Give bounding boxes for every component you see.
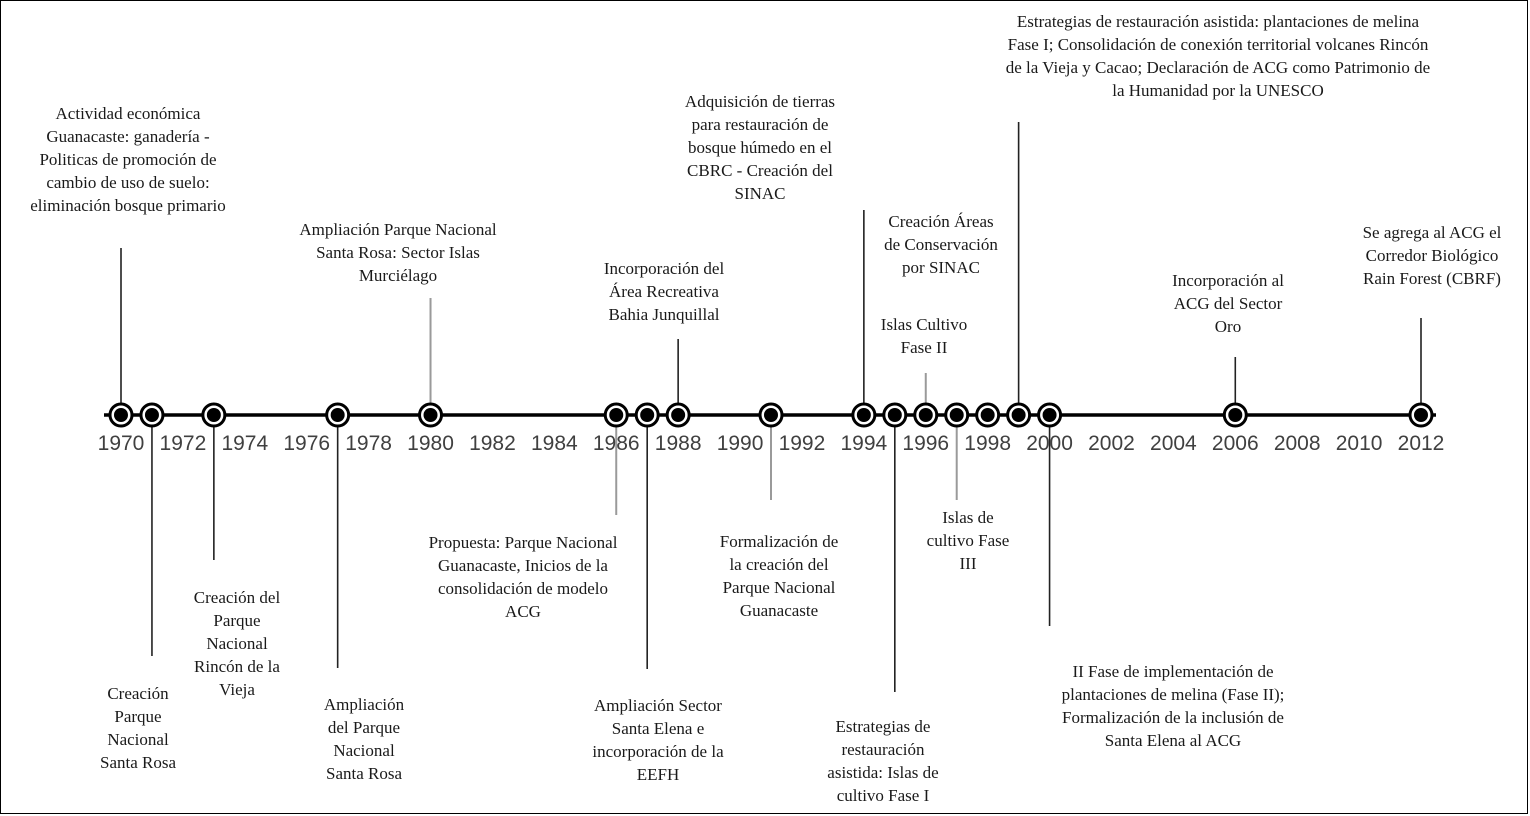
marker-1973 <box>203 404 225 426</box>
event-label-1987: Ampliación Sector Santa Elena e incorporación de la EEFH <box>592 696 724 784</box>
axis-tick-1994: 1994 <box>840 432 888 455</box>
axis-tick-1972: 1972 <box>159 432 207 455</box>
marker-1970 <box>110 404 132 426</box>
axis-tick-1990: 1990 <box>716 432 764 455</box>
axis-tick-2012: 2012 <box>1397 432 1445 455</box>
marker-1997 <box>946 404 968 426</box>
axis-tick-2008: 2008 <box>1273 432 1321 455</box>
marker-1999 <box>1008 404 1030 426</box>
axis-tick-1996: 1996 <box>902 432 950 455</box>
event-label-2012: Se agrega al ACG el Corredor Biológico Rain Forest (CBRF) <box>1362 223 1502 288</box>
event-label-1980: Ampliación Parque Nacional Santa Rosa: Sector Islas Murciélago <box>299 220 497 285</box>
axis-tick-1978: 1978 <box>345 432 392 455</box>
axis-tick-2006: 2006 <box>1211 432 1259 455</box>
event-label-1991: Formalización de la creación del Parque Nacional Guanacaste <box>719 532 839 620</box>
marker-1995 <box>884 404 906 426</box>
axis-tick-2004: 2004 <box>1150 432 1197 455</box>
axis-tick-2002: 2002 <box>1088 432 1135 455</box>
axis-tick-1998: 1998 <box>964 432 1012 455</box>
event-label-1995: Estrategias de restauración asistida: Islas de cultivo Fase I <box>827 717 939 805</box>
marker-1987 <box>636 404 658 426</box>
marker-2006 <box>1224 404 1246 426</box>
axis-tick-1986: 1986 <box>592 432 640 455</box>
event-label-1970: Actividad económica Guanacaste: ganadería - Politicas de promoción de cambio de uso de suelo: eliminación bosque primario <box>30 104 226 215</box>
event-label-1988-sinac: Adquisición de tierras para restauración de bosque húmedo en el CBRC - Creación del SINAC <box>684 92 836 203</box>
event-label-1986: Propuesta: Parque Nacional Guanacaste, Inicios de la consolidación de modelo ACG <box>428 533 618 621</box>
marker-1971 <box>141 404 163 426</box>
marker-1996 <box>915 404 937 426</box>
event-label-2000: II Fase de implementación de plantaciones de melina (Fase II); Formalización de la inclusión de Santa Elena al ACG <box>1061 662 1285 750</box>
event-label-1994: Creación Áreas de Conservación por SINAC <box>884 212 998 277</box>
marker-1994 <box>853 404 875 426</box>
marker-2012 <box>1410 404 1432 426</box>
event-label-1977: Ampliación del Parque Nacional Santa Rosa <box>323 695 405 783</box>
axis-tick-1976: 1976 <box>283 432 331 455</box>
axis-tick-1992: 1992 <box>778 432 826 455</box>
marker-2000 <box>1039 404 1061 426</box>
axis-tick-1974: 1974 <box>221 432 269 455</box>
axis-tick-2000: 2000 <box>1026 432 1073 455</box>
marker-1980 <box>420 404 442 426</box>
axis-tick-1988: 1988 <box>654 432 702 455</box>
event-label-1971: Creación Parque Nacional Santa Rosa <box>99 684 177 772</box>
axis-tick-1982: 1982 <box>469 432 516 455</box>
axis-tick-1984: 1984 <box>530 432 578 455</box>
axis-tick-1970: 1970 <box>97 432 145 455</box>
axis-tick-1980: 1980 <box>407 432 454 455</box>
event-label-2006: Incorporación al ACG del Sector Oro <box>1172 271 1284 336</box>
event-label-1999: Estrategias de restauración asistida: plantaciones de melina Fase I; Consolidación de conexión territorial volcanes Rincón de la Vieja y Cacao; Declaración de ACG como Patrimonio de la Humanidad por la UNESCO <box>1005 12 1431 100</box>
axis-tick-2010: 2010 <box>1335 432 1383 455</box>
marker-1988 <box>667 404 689 426</box>
marker-1991 <box>760 404 782 426</box>
marker-1977 <box>327 404 349 426</box>
event-label-1997: Islas de cultivo Fase III <box>926 508 1010 573</box>
marker-1986 <box>605 404 627 426</box>
event-label-1996: Islas Cultivo Fase II <box>880 315 968 357</box>
event-label-1973: Creación del Parque Nacional Rincón de la Vieja <box>193 588 281 699</box>
marker-1998 <box>977 404 999 426</box>
event-label-1988-junquillal: Incorporación del Área Recreativa Bahia Junquillal <box>603 259 725 324</box>
